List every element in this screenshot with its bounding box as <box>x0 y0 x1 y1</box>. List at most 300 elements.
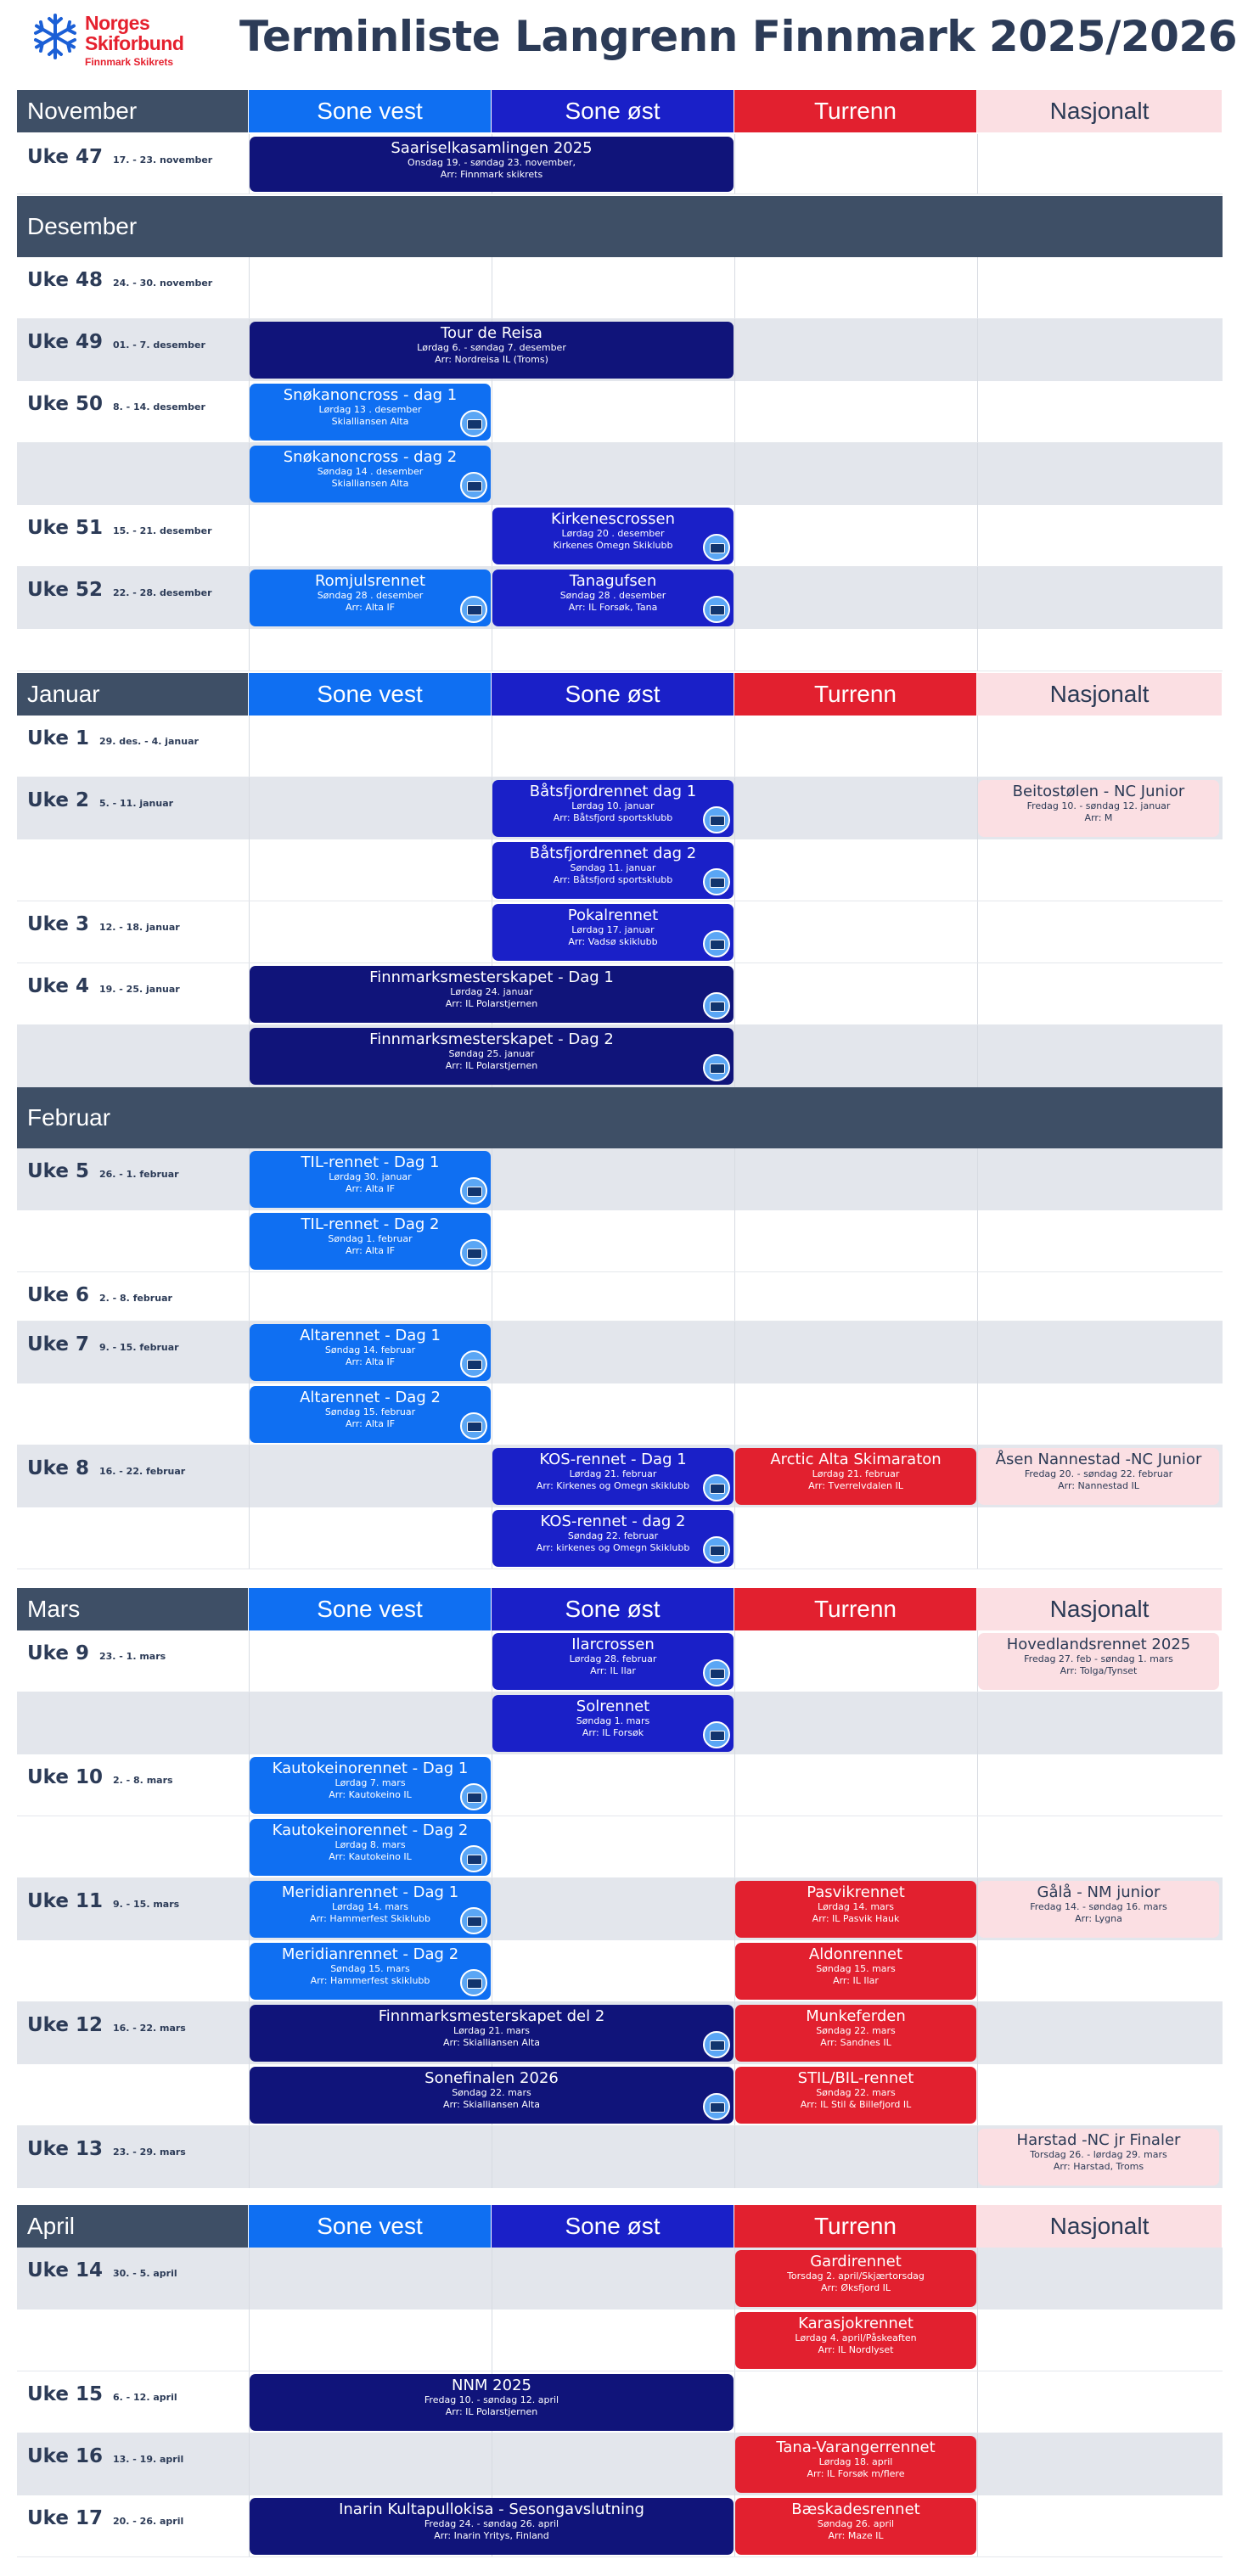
event-date: Lørdag 7. mars <box>334 1777 406 1788</box>
column-divider <box>977 319 978 381</box>
cup-badge-icon <box>703 2031 730 2058</box>
event-card[interactable] <box>250 322 734 379</box>
event-title: Inarin Kultapullokisa - Sesongavslutning <box>339 2500 644 2518</box>
week-dates: 24. - 30. november <box>112 278 213 289</box>
event-card[interactable] <box>978 1881 1219 1938</box>
week-dates: 22. - 28. desember <box>112 587 212 598</box>
event-organizer: Arr: Sandnes IL <box>820 2037 891 2048</box>
week-label <box>27 517 212 539</box>
event-title: Pokalrennet <box>567 906 659 924</box>
week-row-continued <box>17 2309 1223 2371</box>
event-title: Solrennet <box>576 1698 650 1715</box>
column-divider <box>249 1272 250 1321</box>
event-card[interactable] <box>492 904 734 961</box>
event-date: Søndag 11. januar <box>570 862 656 873</box>
week-number: Uke 49 <box>27 331 103 353</box>
column-divider <box>977 1148 978 1210</box>
event-card[interactable] <box>978 1633 1219 1690</box>
week-number: Uke 1 <box>27 727 89 749</box>
column-header-sone-ost: Sone øst <box>492 1588 734 1630</box>
month-bar <box>17 1087 1223 1148</box>
week-dates: 23. - 1. mars <box>98 1651 166 1662</box>
column-header-sone-vest: Sone vest <box>249 90 492 132</box>
column-header-nasjonalt: Nasjonalt <box>977 1588 1223 1630</box>
event-title: STIL/BIL-rennet <box>797 2069 914 2087</box>
week-row-continued <box>17 1940 1223 2002</box>
column-divider <box>977 567 978 629</box>
event-date: Søndag 15. mars <box>330 1963 410 1974</box>
week-label <box>27 2383 177 2405</box>
event-organizer: Arr: Harstad, Troms <box>1053 2161 1144 2172</box>
event-card[interactable] <box>250 446 491 502</box>
week-dates: 23. - 29. mars <box>112 2147 186 2158</box>
column-divider <box>977 1025 978 1087</box>
week-label <box>27 913 180 935</box>
event-card[interactable] <box>250 384 491 441</box>
event-title: Arctic Alta Skimaraton <box>770 1451 942 1468</box>
event-card[interactable] <box>250 1881 491 1938</box>
week-label <box>27 2138 186 2160</box>
week-label <box>27 1284 172 1306</box>
week-number: Uke 12 <box>27 2014 103 2036</box>
column-divider <box>734 963 735 1024</box>
column-divider <box>734 1507 735 1569</box>
column-header-nasjonalt: Nasjonalt <box>977 2205 1223 2248</box>
week-dates: 16. - 22. februar <box>98 1466 186 1477</box>
event-date: Lørdag 20 . desember <box>561 528 665 539</box>
event-date: Lørdag 8. mars <box>334 1839 406 1850</box>
column-divider <box>249 2433 250 2495</box>
event-card[interactable] <box>250 1213 491 1270</box>
column-header-row <box>17 90 1223 132</box>
event-card[interactable] <box>250 1028 734 1085</box>
column-divider <box>977 2248 978 2309</box>
event-card[interactable] <box>978 1448 1219 1505</box>
event-date: Søndag 22. februar <box>567 1530 659 1541</box>
event-card[interactable] <box>250 2498 734 2555</box>
page-title: Terminliste Langrenn Finnmark 2025/2026 <box>239 12 1238 61</box>
week-label <box>27 269 212 291</box>
event-title: Kirkenescrossen <box>550 510 676 528</box>
event-card[interactable] <box>250 2067 734 2124</box>
event-title: Bæskadesrennet <box>791 2500 920 2518</box>
logo-text: Skiforbund <box>85 32 184 54</box>
event-date: Fredag 24. - søndag 26. april <box>424 2518 559 2529</box>
column-divider <box>977 963 978 1024</box>
cup-badge-icon <box>703 1659 730 1686</box>
week-dates: 20. - 26. april <box>112 2516 184 2527</box>
week-dates: 6. - 12. april <box>112 2392 177 2403</box>
column-divider <box>977 257 978 318</box>
column-divider <box>734 839 735 901</box>
event-title: Meridianrennet - Dag 1 <box>281 1883 459 1901</box>
event-date: Lørdag 21. mars <box>453 2025 531 2036</box>
cup-badge-icon <box>703 992 730 1019</box>
event-date: Lørdag 30. januar <box>329 1171 412 1182</box>
event-title: Pasvikrennet <box>807 1883 905 1901</box>
week-row <box>17 1754 1223 1816</box>
event-title: Altarennet - Dag 2 <box>300 1389 441 1406</box>
week-number: Uke 13 <box>27 2138 103 2160</box>
column-divider <box>249 1507 250 1569</box>
event-organizer: Arr: Skialliansen Alta <box>442 2099 541 2110</box>
event-title: Saariselkasamlingen 2025 <box>391 139 593 157</box>
month-label: November <box>17 90 249 132</box>
event-card[interactable] <box>978 2129 1219 2186</box>
week-number: Uke 11 <box>27 1890 103 1912</box>
event-date: Lørdag 6. - søndag 7. desember <box>417 342 566 353</box>
column-divider <box>249 901 250 962</box>
column-divider <box>734 1630 735 1692</box>
event-date: Søndag 28 . desember <box>317 590 424 601</box>
event-title: Båtsfjordrennet dag 1 <box>529 783 697 800</box>
event-title: Beitostølen - NC Junior <box>1012 783 1185 800</box>
week-number: Uke 10 <box>27 1766 103 1788</box>
event-organizer: Arr: Hammerfest skiklubb <box>310 1975 430 1986</box>
week-number: Uke 48 <box>27 269 103 291</box>
event-title: Altarennet - Dag 1 <box>300 1327 441 1344</box>
column-divider <box>734 319 735 381</box>
column-divider <box>977 1692 978 1754</box>
event-card[interactable] <box>735 2498 976 2555</box>
event-organizer: Arr: IL Polarstjernen <box>445 998 538 1009</box>
event-title: Finnmarksmesterskapet del 2 <box>378 2007 605 2025</box>
week-label <box>27 146 212 168</box>
cup-badge-icon <box>703 1474 730 1501</box>
event-organizer: Kirkenes Omegn Skiklubb <box>553 540 673 551</box>
event-organizer: Arr: Nordreisa IL (Troms) <box>435 354 548 365</box>
event-card[interactable] <box>492 1695 734 1752</box>
column-divider <box>249 629 250 671</box>
cup-badge-icon <box>703 868 730 895</box>
column-divider <box>734 1272 735 1321</box>
week-label <box>27 2014 186 2036</box>
event-date: Lørdag 14. mars <box>817 1901 895 1912</box>
event-title: Finnmarksmesterskapet - Dag 1 <box>369 968 614 986</box>
event-title: Ilarcrossen <box>571 1636 655 1653</box>
event-card[interactable] <box>492 1448 734 1505</box>
cup-badge-icon <box>460 1783 487 1810</box>
column-divider <box>977 134 978 194</box>
column-divider <box>734 1754 735 1816</box>
event-card[interactable] <box>250 1757 491 1814</box>
column-header-sone-ost: Sone øst <box>492 2205 734 2248</box>
event-organizer: Arr: Kirkenes og Omegn skiklubb <box>536 1480 690 1491</box>
event-card[interactable] <box>250 966 734 1023</box>
column-divider <box>249 2309 250 2371</box>
week-label <box>27 975 180 997</box>
week-row <box>17 381 1223 443</box>
column-divider <box>734 567 735 629</box>
week-number: Uke 51 <box>27 517 103 539</box>
week-row <box>17 1322 1223 1383</box>
logo-text: Norges <box>85 12 150 34</box>
column-divider <box>977 1322 978 1383</box>
week-dates: 30. - 5. april <box>112 2268 177 2279</box>
event-card[interactable] <box>492 780 734 837</box>
event-card[interactable] <box>250 1324 491 1381</box>
event-card[interactable] <box>735 1881 976 1938</box>
event-date: Lørdag 21. februar <box>812 1468 900 1479</box>
column-divider <box>734 505 735 566</box>
event-title: TIL-rennet - Dag 2 <box>301 1215 440 1233</box>
cup-badge-icon <box>460 1177 487 1204</box>
event-organizer: Arr: IL Forsøk, Tana <box>568 602 658 613</box>
week-number: Uke 14 <box>27 2259 103 2281</box>
column-divider <box>734 134 735 194</box>
event-date: Søndag 26. april <box>817 2518 895 2529</box>
column-divider <box>977 505 978 566</box>
column-divider <box>977 1754 978 1816</box>
week-dates: 16. - 22. mars <box>112 2023 186 2034</box>
week-number: Uke 2 <box>27 789 89 811</box>
column-divider <box>734 257 735 318</box>
week-label <box>27 1457 185 1479</box>
logo-subtitle: Finnmark Skikrets <box>85 56 174 68</box>
event-organizer: Arr: Nannestad IL <box>1058 1480 1139 1491</box>
column-divider <box>977 839 978 901</box>
week-number: Uke 5 <box>27 1160 89 1182</box>
event-card[interactable] <box>735 2436 976 2493</box>
event-organizer: Arr: IL Forsøk m/flere <box>807 2468 905 2479</box>
event-title: Snøkanoncross - dag 2 <box>283 448 458 466</box>
column-divider <box>977 629 978 671</box>
cup-badge-icon <box>460 596 487 623</box>
column-divider <box>977 1940 978 2001</box>
event-organizer: Arr: Alta IF <box>345 1418 396 1429</box>
column-divider <box>249 839 250 901</box>
column-divider <box>249 1692 250 1754</box>
event-title: Meridianrennet - Dag 2 <box>281 1945 459 1963</box>
event-organizer: Arr: IL Forsøk <box>582 1727 644 1738</box>
event-date: Torsdag 2. april/Skjærtorsdag <box>787 2270 925 2281</box>
column-divider <box>734 1025 735 1087</box>
column-divider <box>734 1148 735 1210</box>
week-label <box>27 1890 179 1912</box>
event-card[interactable] <box>978 780 1219 837</box>
event-date: Søndag 15. mars <box>816 1963 896 1974</box>
event-date: Søndag 1. mars <box>576 1715 650 1726</box>
week-dates: 15. - 21. desember <box>112 525 212 536</box>
event-organizer: Arr: Båtsfjord sportsklubb <box>553 874 673 885</box>
week-label <box>27 789 173 811</box>
week-number: Uke 8 <box>27 1457 89 1479</box>
column-divider <box>977 1507 978 1569</box>
week-dates: 13. - 19. april <box>112 2454 184 2465</box>
cup-badge-icon <box>460 410 487 437</box>
column-divider <box>249 1445 250 1507</box>
column-divider <box>734 2126 735 2188</box>
column-divider <box>977 1272 978 1321</box>
week-label <box>27 1642 166 1664</box>
week-dates: 9. - 15. mars <box>112 1899 180 1910</box>
event-date: Lørdag 28. februar <box>569 1653 657 1664</box>
column-divider <box>977 716 978 777</box>
event-card[interactable] <box>492 1510 734 1567</box>
week-number: Uke 16 <box>27 2445 103 2467</box>
event-organizer: Arr: IL Ilar <box>590 1665 636 1676</box>
event-title: Finnmarksmesterskapet - Dag 2 <box>369 1030 614 1048</box>
column-header-sone-vest: Sone vest <box>249 2205 492 2248</box>
event-card[interactable] <box>250 1386 491 1443</box>
week-row <box>17 716 1223 777</box>
event-organizer: Arr: Maze IL <box>828 2530 884 2541</box>
event-title: Tana-Varangerrennet <box>776 2439 936 2456</box>
week-number: Uke 4 <box>27 975 89 997</box>
week-dates: 19. - 25. januar <box>98 984 180 995</box>
event-date: Søndag 14. februar <box>324 1344 416 1355</box>
event-date: Lørdag 13 . desember <box>318 404 422 415</box>
week-number: Uke 47 <box>27 146 103 168</box>
event-organizer: Arr: Tverrelvdalen IL <box>808 1480 903 1491</box>
event-card[interactable] <box>250 1151 491 1208</box>
event-card[interactable] <box>250 137 734 192</box>
week-number: Uke 52 <box>27 579 103 601</box>
event-title: Snøkanoncross - dag 1 <box>283 386 458 404</box>
event-organizer: Arr: IL Ilar <box>833 1975 879 1986</box>
event-organizer: Arr: Tolga/Tynset <box>1060 1665 1138 1676</box>
event-title: Kautokeinorennet - Dag 2 <box>272 1821 469 1839</box>
event-organizer: Arr: Lygna <box>1075 1913 1122 1924</box>
week-dates: 5. - 11. januar <box>98 798 174 809</box>
event-date: Lørdag 21. februar <box>569 1468 657 1479</box>
event-organizer: Arr: Øksfjord IL <box>821 2282 891 2293</box>
event-organizer: Skialliansen Alta <box>331 478 409 489</box>
column-divider <box>977 381 978 442</box>
event-card[interactable] <box>250 2005 734 2062</box>
event-card[interactable] <box>250 1943 491 2000</box>
week-row-continued <box>17 1383 1223 1445</box>
column-divider <box>977 443 978 505</box>
week-dates: 2. - 8. februar <box>98 1293 172 1304</box>
column-divider <box>249 777 250 839</box>
cup-badge-icon <box>703 1054 730 1081</box>
event-card[interactable] <box>492 1633 734 1690</box>
column-divider <box>734 1692 735 1754</box>
week-label <box>27 2445 183 2467</box>
event-title: Harstad -NC jr Finaler <box>1016 2131 1181 2149</box>
column-header-nasjonalt: Nasjonalt <box>977 90 1223 132</box>
column-divider <box>734 629 735 671</box>
event-title: Åsen Nannestad -NC Junior <box>995 1451 1202 1468</box>
column-divider <box>977 2433 978 2495</box>
column-divider <box>734 716 735 777</box>
event-organizer: Arr: IL Pasvik Hauk <box>812 1913 900 1924</box>
event-title: Tour de Reisa <box>441 324 542 342</box>
column-divider <box>734 381 735 442</box>
week-label <box>27 1160 179 1182</box>
column-header-sone-ost: Sone øst <box>492 673 734 716</box>
week-row <box>17 2248 1223 2309</box>
column-divider <box>977 2371 978 2433</box>
cup-badge-icon <box>703 930 730 957</box>
event-organizer: Arr: Inarin Yritys, Finland <box>434 2530 549 2541</box>
column-divider <box>734 443 735 505</box>
event-title: Båtsfjordrennet dag 2 <box>529 845 697 862</box>
column-divider <box>977 1210 978 1271</box>
event-organizer: Arr: Alta IF <box>345 1356 396 1367</box>
week-row <box>17 257 1223 319</box>
week-dates: 17. - 23. november <box>112 154 213 166</box>
week-dates: 9. - 15. februar <box>98 1342 179 1353</box>
month-label: April <box>17 2205 249 2248</box>
event-card[interactable] <box>735 2067 976 2124</box>
week-row-continued <box>17 443 1223 505</box>
week-dates: 29. des. - 4. januar <box>98 736 199 747</box>
column-divider <box>734 901 735 962</box>
event-card[interactable] <box>492 508 734 564</box>
event-title: Munkeferden <box>806 2007 906 2025</box>
page-header <box>0 0 1248 85</box>
event-card[interactable] <box>735 1448 976 1505</box>
event-card[interactable] <box>735 1943 976 2000</box>
cup-badge-icon <box>460 1350 487 1378</box>
event-card[interactable] <box>250 570 491 626</box>
event-organizer: Arr: Hammerfest Skiklubb <box>309 1913 431 1924</box>
week-number: Uke 50 <box>27 393 103 415</box>
event-date: Fredag 20. - søndag 22. februar <box>1024 1468 1173 1479</box>
column-divider <box>249 2248 250 2309</box>
cup-badge-icon <box>703 534 730 561</box>
column-header-row <box>17 2205 1223 2248</box>
column-divider <box>734 2371 735 2433</box>
column-header-row <box>17 1588 1223 1630</box>
event-date: Søndag 22. mars <box>816 2087 896 2098</box>
column-header-sone-vest: Sone vest <box>249 1588 492 1630</box>
cup-badge-icon <box>703 596 730 623</box>
week-number: Uke 7 <box>27 1333 89 1355</box>
column-divider <box>249 257 250 318</box>
week-label <box>27 727 199 749</box>
column-divider <box>977 2064 978 2125</box>
event-card[interactable] <box>735 2312 976 2369</box>
event-title: Gålå - NM junior <box>1037 1883 1161 1901</box>
event-date: Søndag 22. mars <box>816 2025 896 2036</box>
cup-badge-icon <box>703 2093 730 2120</box>
week-label <box>27 579 212 601</box>
week-label <box>27 331 205 353</box>
event-organizer: Arr: Kautokeino IL <box>329 1789 412 1800</box>
week-label <box>27 393 205 415</box>
column-header-sone-vest: Sone vest <box>249 673 492 716</box>
week-number: Uke 9 <box>27 1642 89 1664</box>
event-card[interactable] <box>250 1819 491 1876</box>
month-label: Desember <box>27 213 138 239</box>
month-bar <box>17 196 1223 257</box>
event-card[interactable] <box>250 2374 734 2431</box>
column-divider <box>977 2309 978 2371</box>
event-title: Sonefinalen 2026 <box>424 2069 559 2087</box>
column-divider <box>977 2495 978 2556</box>
cup-badge-icon <box>460 1239 487 1266</box>
event-card[interactable] <box>735 2005 976 2062</box>
event-date: Søndag 15. februar <box>324 1406 416 1417</box>
event-title: Hovedlandsrennet 2025 <box>1006 1636 1191 1653</box>
event-card[interactable] <box>735 2250 976 2307</box>
column-header-row <box>17 673 1223 716</box>
event-card[interactable] <box>492 842 734 899</box>
event-date: Lørdag 18. april <box>818 2456 893 2467</box>
event-card[interactable] <box>492 570 734 626</box>
month-label: Januar <box>17 673 249 716</box>
event-title: Gardirennet <box>810 2253 902 2270</box>
week-dates: 2. - 8. mars <box>112 1775 173 1786</box>
column-header-nasjonalt: Nasjonalt <box>977 673 1223 716</box>
event-date: Lørdag 24. januar <box>450 986 533 997</box>
event-date: Lørdag 4. april/Påskeaften <box>795 2332 917 2343</box>
event-date: Lørdag 10. januar <box>571 800 655 811</box>
cup-badge-icon <box>703 1536 730 1563</box>
